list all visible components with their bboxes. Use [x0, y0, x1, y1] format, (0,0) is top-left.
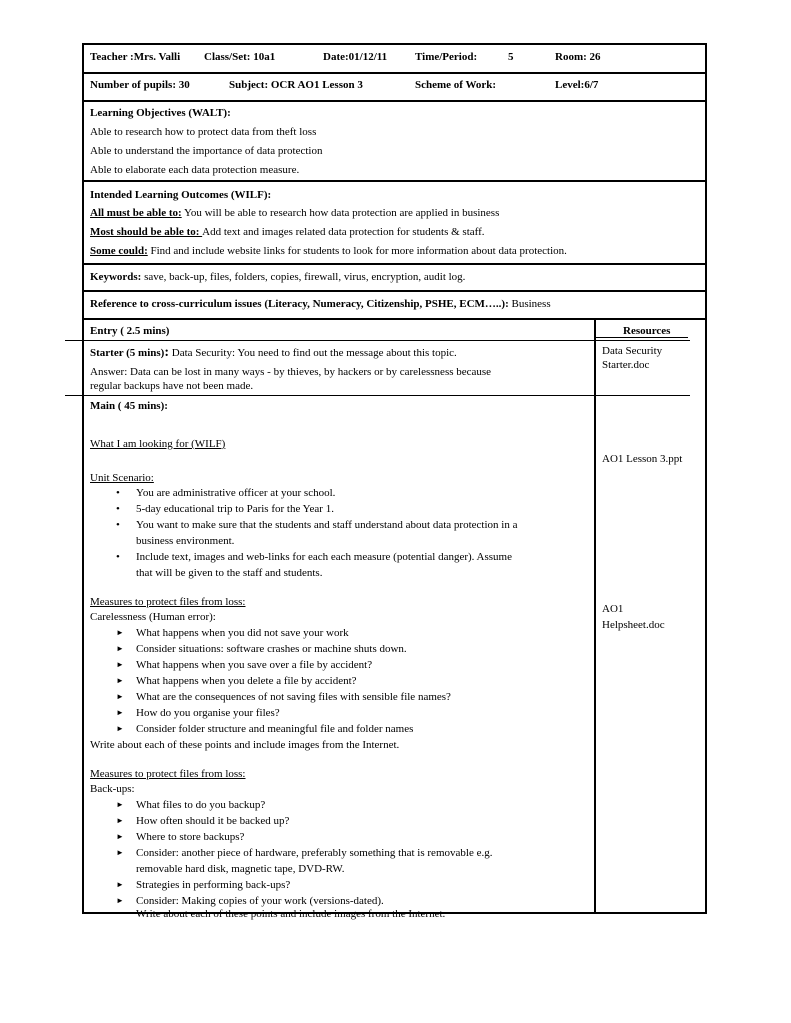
wilf-most-line — [90, 226, 485, 239]
starter-top-line — [65, 340, 690, 341]
list-item: ► Strategies in performing back-ups? — [116, 879, 291, 891]
time-period-value: 5 — [508, 51, 514, 63]
table-border-top — [82, 43, 707, 45]
row-divider — [82, 318, 707, 320]
keywords-line — [90, 271, 465, 284]
wilf-link-text: What I am looking for (WILF) — [90, 438, 226, 450]
resource-helpsheet: AO1 — [602, 603, 624, 615]
arrow-bullet-icon: ► — [116, 724, 124, 733]
arrow-bullet-icon: ► — [116, 676, 124, 685]
arrow-bullet-icon: ► — [116, 896, 124, 905]
teacher-label: Teacher :Mrs. Valli — [90, 51, 181, 63]
starter-bottom-line — [65, 395, 690, 396]
resources-column-divider — [594, 320, 596, 914]
date-label: Date:01/12/11 — [323, 51, 388, 63]
scenario-heading: Unit Scenario: — [90, 472, 154, 484]
starter-label: Starter (5 mins) — [90, 347, 165, 359]
arrow-bullet-icon: ► — [116, 644, 124, 653]
wilf-some-text: Find and include website links for students to look for more information about data protection. — [147, 245, 567, 257]
starter-colon: : — [164, 345, 170, 360]
wilf-heading: Intended Learning Outcomes (WILF): — [90, 189, 272, 201]
arrow-bullet-icon: ► — [116, 816, 124, 825]
cut-off-line-clip — [90, 908, 590, 920]
bullet-icon: • — [116, 503, 120, 515]
resource-starter-doc: Starter.doc — [602, 359, 650, 371]
starter-line — [90, 346, 457, 360]
list-item: • You want to make sure that the students and staff understand about data protection in a — [116, 519, 518, 531]
keywords-text: save, back-up, files, folders, copies, firewall, virus, encryption, audit log. — [141, 271, 466, 283]
arrow-bullet-icon: ► — [116, 708, 124, 717]
walt-item: Able to elaborate each data protection measure. — [90, 164, 300, 176]
list-item: ► What files to do you backup? — [116, 799, 266, 811]
wilf-most-text: Add text and images related data protection for students & staff. — [202, 226, 485, 238]
list-item: ► How do you organise your files? — [116, 707, 280, 719]
wilf-all-label: All must be able to: — [90, 207, 182, 219]
row-divider — [82, 180, 707, 182]
arrow-bullet-icon: ► — [116, 832, 124, 841]
wilf-all-line — [90, 207, 499, 220]
measures1-sub: Carelessness (Human error): — [90, 611, 216, 623]
resource-lesson-ppt: AO1 Lesson 3.ppt — [602, 453, 683, 465]
row-divider — [82, 100, 707, 102]
measures2-list — [90, 797, 492, 909]
resource-helpsheet: Helpsheet.doc — [602, 619, 665, 631]
resource-starter-doc: Data Security — [602, 345, 663, 357]
arrow-bullet-icon: ► — [116, 692, 124, 701]
wilf-some-label: Some could: — [90, 245, 148, 257]
scenario-list — [90, 485, 517, 581]
list-item: ► What happens when you did not save your work — [116, 627, 349, 639]
cut-off-line: Write about each of these points and include images from the Internet. — [136, 908, 446, 920]
measures1-list — [90, 625, 451, 737]
list-item: ► How often should it be backed up? — [116, 815, 290, 827]
list-item: ► Consider: another piece of hardware, preferably something that is removable e.g. — [116, 847, 493, 859]
list-item: ► Where to store backups? — [116, 831, 245, 843]
class-set-label: Class/Set: 10a1 — [204, 51, 276, 63]
bullet-icon: • — [116, 487, 120, 499]
list-item: • Include text, images and web-links for each each measure (potential danger). Assume — [116, 551, 512, 563]
answer-line: regular backups have not been made. — [90, 380, 254, 392]
answer-line: Answer: Data can be lost in many ways - by thieves, by hackers or by carelessness because — [90, 366, 492, 378]
arrow-bullet-icon: ► — [116, 848, 124, 857]
starter-text: Data Security: You need to find out the message about this topic. — [169, 347, 457, 359]
room-label: Room: 26 — [555, 51, 601, 63]
walt-item: Able to research how to protect data from theft loss — [90, 126, 317, 138]
bullet-icon: • — [116, 551, 120, 563]
list-item: ► Consider: Making copies of your work (versions-dated). — [116, 895, 384, 907]
list-item: • 5-day educational trip to Paris for the Year 1. — [116, 503, 334, 515]
measures2-sub: Back-ups: — [90, 783, 135, 795]
list-item: • You are administrative officer at your school. — [116, 487, 336, 499]
measures1-heading: Measures to protect files from loss: — [90, 596, 246, 608]
list-item: business environment. — [136, 535, 235, 547]
cross-curriculum-text: Business — [508, 298, 551, 310]
row-divider — [82, 72, 707, 74]
walt-heading: Learning Objectives (WALT): — [90, 107, 231, 119]
bullet-icon: • — [116, 519, 120, 531]
measures2-heading: Measures to protect files from loss: — [90, 768, 246, 780]
list-item: ► Consider folder structure and meaningful file and folder names — [116, 723, 414, 735]
time-period-label: Time/Period: — [415, 51, 478, 63]
scheme-label: Scheme of Work: — [415, 79, 497, 91]
wilf-all-text: You will be able to research how data protection are applied in business — [181, 207, 500, 219]
walt-item: Able to understand the importance of data protection — [90, 145, 323, 157]
arrow-bullet-icon: ► — [116, 628, 124, 637]
list-item: ► What happens when you save over a file by accident? — [116, 659, 373, 671]
measures1-footer: Write about each of these points and include images from the Internet. — [90, 739, 400, 751]
list-item: ► What happens when you delete a file by accident? — [116, 675, 357, 687]
keywords-label: Keywords: — [90, 271, 142, 283]
arrow-bullet-icon: ► — [116, 880, 124, 889]
list-item: that will be given to the staff and students. — [136, 567, 323, 579]
list-item: ► What are the consequences of not saving files with sensible file names? — [116, 691, 451, 703]
wilf-some-line — [90, 245, 567, 258]
main-heading: Main ( 45 mins): — [90, 400, 168, 412]
cross-curriculum-line — [90, 298, 551, 311]
wilf-most-label: Most should be able to: — [90, 226, 203, 238]
cross-curriculum-label: Reference to cross-curriculum issues (Literacy, Numeracy, Citizenship, PSHE, ECM…..): — [90, 298, 509, 310]
list-item: removable hard disk, magnetic tape, DVD-RW. — [136, 863, 345, 875]
arrow-bullet-icon: ► — [116, 800, 124, 809]
row-divider — [82, 263, 707, 265]
arrow-bullet-icon: ► — [116, 660, 124, 669]
table-border-right — [705, 43, 707, 914]
entry-heading: Entry ( 2.5 mins) — [90, 325, 170, 337]
table-border-left — [82, 43, 84, 914]
level-label: Level:6/7 — [555, 79, 599, 91]
list-item: ► Consider situations: software crashes or machine shuts down. — [116, 643, 407, 655]
row-divider — [82, 290, 707, 292]
subject-label: Subject: OCR AO1 Lesson 3 — [229, 79, 363, 91]
resources-heading: Resources — [623, 325, 671, 337]
pupils-label: Number of pupils: 30 — [90, 79, 190, 91]
